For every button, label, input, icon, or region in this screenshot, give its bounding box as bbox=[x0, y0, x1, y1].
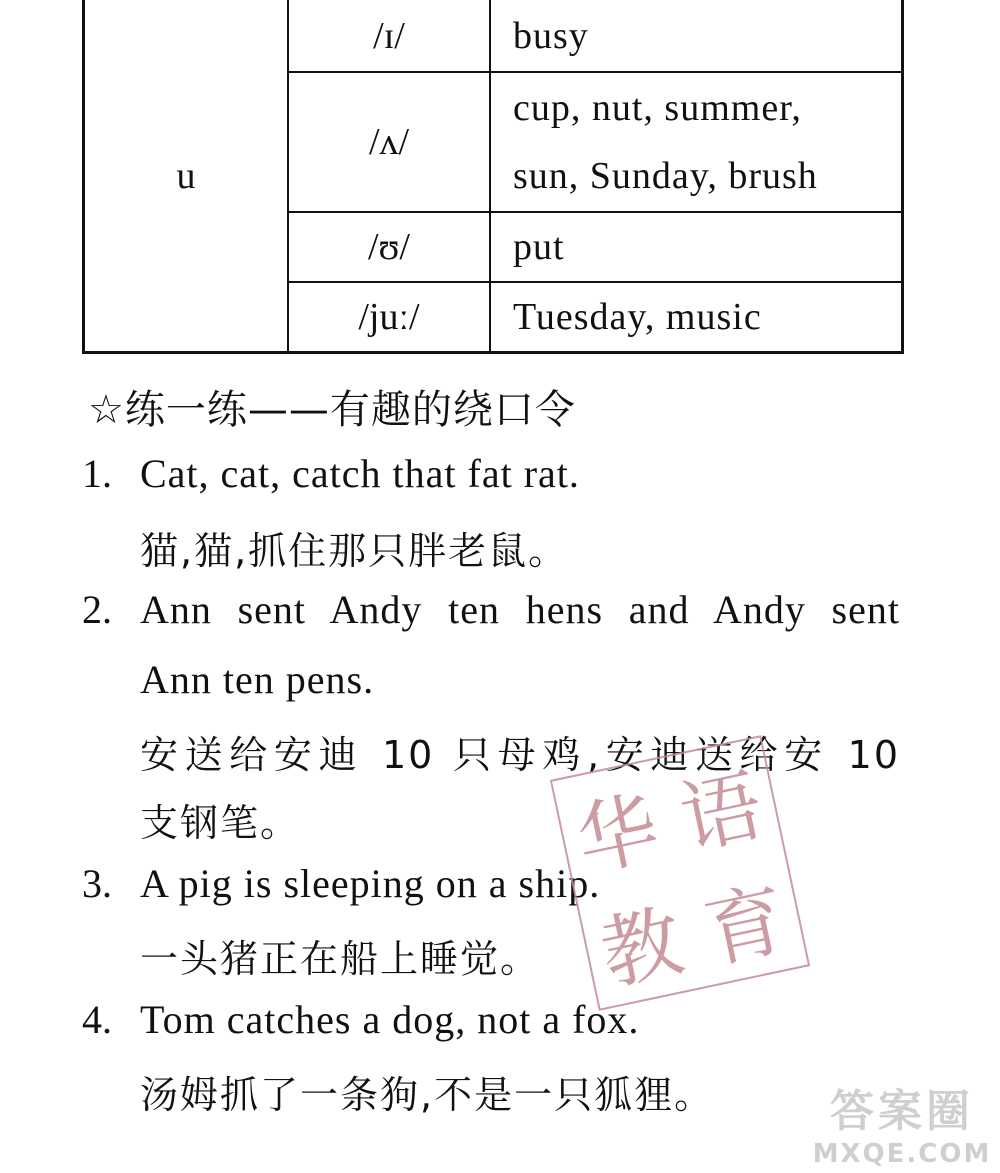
letter-cell: u bbox=[84, 0, 289, 353]
english-line: A pig is sleeping on a ship. bbox=[140, 861, 601, 906]
table-row bbox=[84, 0, 903, 72]
example-words-line: cup, nut, summer, bbox=[513, 87, 802, 129]
chinese-line: 一头猪正在船上睡觉。 bbox=[140, 937, 541, 981]
phonetic-symbol: /ʌ/ bbox=[288, 72, 490, 212]
chinese-line: 支钢笔。 bbox=[140, 801, 301, 845]
phonetic-symbol: /ʊ/ bbox=[288, 212, 490, 282]
tongue-twister-2 bbox=[82, 586, 902, 846]
example-words bbox=[490, 0, 903, 72]
phonics-table-grid bbox=[82, 0, 904, 354]
stamp-char: 教 bbox=[592, 893, 691, 1002]
stamp-char: 育 bbox=[696, 871, 795, 980]
phonics-table bbox=[82, 0, 904, 352]
example-words bbox=[490, 72, 903, 212]
example-words-line: busy bbox=[513, 14, 589, 57]
example-words-line: Tuesday, music bbox=[513, 296, 762, 338]
stamp-char: 华 bbox=[568, 780, 667, 888]
english-line: Tom catches a dog, not a fox. bbox=[140, 997, 640, 1042]
item-number: 2. bbox=[82, 587, 112, 632]
item-number: 3. bbox=[82, 861, 112, 906]
item-number: 1. bbox=[82, 451, 112, 496]
english-line: Ann ten pens. bbox=[140, 657, 375, 702]
example-words-line: put bbox=[513, 226, 565, 268]
tongue-twister-1 bbox=[82, 450, 902, 580]
english-line: Ann sent Andy ten hens and Andy sent bbox=[140, 587, 900, 632]
phonetic-symbol: /juː/ bbox=[288, 282, 490, 353]
watermark-title: 答案圈 bbox=[830, 1086, 974, 1137]
english-line: Cat, cat, catch that fat rat. bbox=[140, 451, 580, 496]
section-title: ☆练一练——有趣的绕口令 bbox=[88, 387, 576, 433]
watermark-logo bbox=[812, 1075, 992, 1169]
watermark-url: MXQE.COM bbox=[812, 1139, 992, 1169]
example-words bbox=[490, 212, 903, 282]
stamp-char: 语 bbox=[672, 758, 771, 866]
tongue-twister-4 bbox=[82, 996, 902, 1126]
chinese-line: 猫,猫,抓住那只胖老鼠。 bbox=[140, 529, 569, 573]
phonetic-symbol: /ɪ/ bbox=[288, 0, 490, 72]
example-words-line: sun, Sunday, brush bbox=[513, 155, 818, 197]
item-number: 4. bbox=[82, 997, 112, 1042]
example-words bbox=[490, 282, 903, 353]
chinese-line: 汤姆抓了一条狗,不是一只狐狸。 bbox=[140, 1073, 715, 1117]
chinese-line: 安送给安迪 10 只母鸡,安迪送给安 10 bbox=[140, 733, 900, 777]
